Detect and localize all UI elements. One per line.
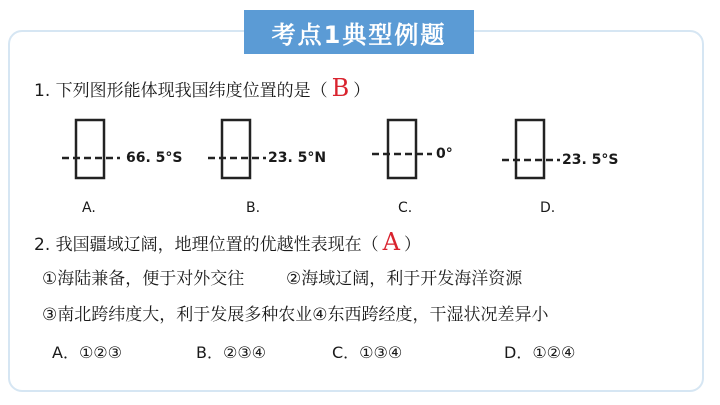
question-2 bbox=[34, 228, 421, 256]
figure-b-latitude: 23. 5°N bbox=[268, 150, 327, 166]
question-2-text: 2. 我国疆域辽阔，地理位置的优越性表现在（ bbox=[34, 235, 379, 255]
figure-c bbox=[372, 112, 512, 202]
figure-a-latitude: 66. 5°S bbox=[126, 150, 183, 166]
title-text: 考点1典型例题 bbox=[271, 20, 447, 49]
question-2-close: ） bbox=[403, 235, 421, 255]
figure-a-label: A. bbox=[82, 200, 96, 216]
figure-c-label: C. bbox=[398, 200, 413, 216]
question-1 bbox=[34, 74, 370, 102]
figure-d-label: D. bbox=[540, 200, 556, 216]
figure-d-latitude: 23. 5°S bbox=[562, 152, 619, 168]
question-2-answer: A bbox=[382, 228, 400, 256]
choice-b: B．②③④ bbox=[196, 343, 267, 362]
choice-c: C．①③④ bbox=[332, 343, 403, 362]
figure-d bbox=[502, 112, 642, 202]
choice-d: D．①②④ bbox=[504, 343, 576, 362]
question-1-close: ） bbox=[353, 81, 371, 101]
title-banner bbox=[244, 10, 474, 54]
figure-b-label: B. bbox=[246, 200, 261, 216]
choice-a: A．①②③ bbox=[52, 343, 122, 362]
figure-a bbox=[62, 112, 202, 202]
question-1-text: 1. 下列图形能体现我国纬度位置的是（ bbox=[34, 81, 328, 101]
figure-b bbox=[208, 112, 348, 202]
option-3-4: ③南北跨纬度大，利于发展多种农业④东西跨经度，干湿状况差异小 bbox=[42, 305, 549, 325]
question-1-answer: B bbox=[331, 74, 350, 102]
option-1: ①海陆兼备，便于对外交往 bbox=[42, 269, 245, 289]
figure-c-latitude: 0° bbox=[436, 146, 453, 162]
option-2: ②海域辽阔，利于开发海洋资源 bbox=[286, 269, 523, 289]
